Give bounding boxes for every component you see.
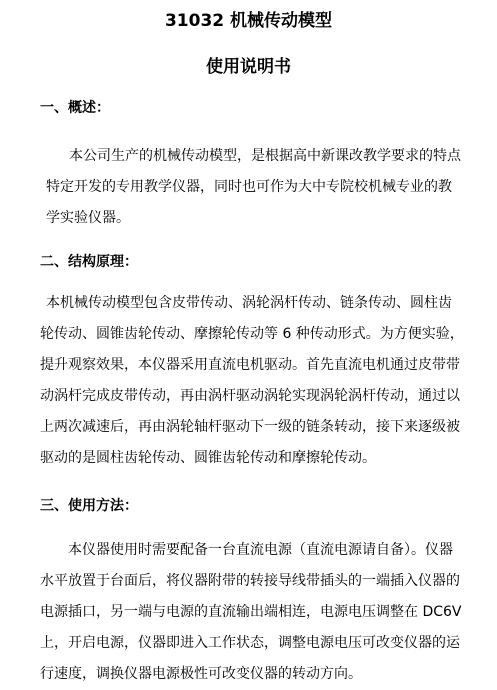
paragraph-line: 上，开启电源，仪器即进入工作状态，调整电源电压可改变仪器的运 [40, 635, 460, 651]
paragraph-line: 上两次减速后，再由涡轮轴杆驱动下一级的链条转动，接下来逐级被 [40, 419, 460, 435]
paragraph-line: 特定开发的专用教学仪器，同时也可作为大中专院校机械专业的教 [46, 179, 452, 195]
paragraph-line: 提升观察效果，本仪器采用直流电机驱动。首先直流电机通过皮带带 [40, 357, 460, 373]
paragraph-line: 学实验仪器。 [46, 210, 130, 226]
section-body-usage [40, 535, 462, 690]
section-body-structure [40, 288, 464, 474]
paragraph-line: 行速度，调换仪器电源极性可改变仪器的转动方向。 [40, 666, 362, 682]
section-heading-usage: 三、使用方法： [40, 498, 138, 514]
section-heading-structure: 二、结构原理： [40, 254, 138, 270]
paragraph-line: 本公司生产的机械传动模型，是根据高中新课改教学要求的特点 [69, 148, 461, 164]
paragraph-line: 水平放置于台面后，将仪器附带的转接导线带插头的一端插入仪器的 [40, 573, 460, 589]
paragraph-line: 本仪器使用时需要配备一台直流电源（直流电源请自备）。仪器 [68, 542, 453, 558]
paragraph-line: 驱动的是圆柱齿轮传动、圆锥齿轮传动和摩擦轮传动。 [40, 450, 376, 466]
paragraph-line: 轮传动、圆锥齿轮传动、摩擦轮传动等 6 种传动形式。为方便实验， [40, 326, 464, 342]
section-heading-overview: 一、概述： [40, 100, 110, 116]
document-subtitle: 使用说明书 [206, 57, 291, 77]
paragraph-line: 动涡杆完成皮带传动，再由涡杆驱动涡轮实现涡轮涡杆传动，通过以 [40, 388, 460, 404]
document-title: 31032 机械传动模型 [164, 11, 333, 31]
section-body-overview [42, 141, 461, 234]
paragraph-line: 电源插口，另一端与电源的直流输出端相连，电源电压调整在 DC6V [40, 604, 462, 620]
paragraph-line: 本机械传动模型包含皮带传动、涡轮涡杆传动、链条传动、圆柱齿 [46, 295, 452, 311]
